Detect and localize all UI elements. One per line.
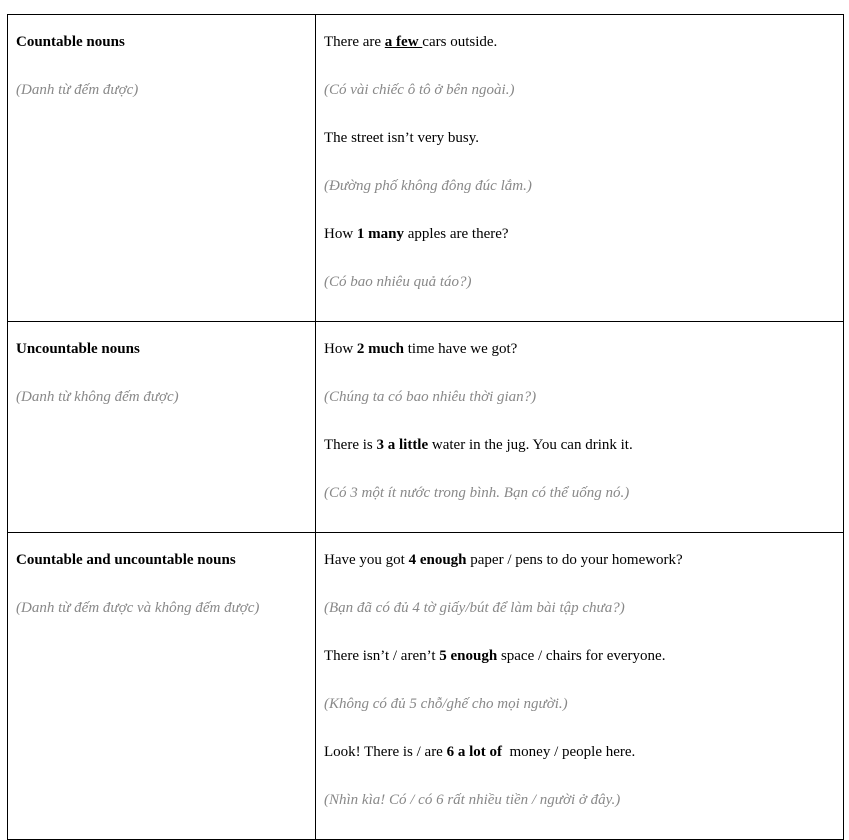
example-translation: (Nhìn kìa! Có / có 6 rất nhiều tiền / người ở đây.) — [324, 792, 621, 808]
category-label: Countable and uncountable nouns — [16, 552, 236, 568]
example-sentence: There is 3 a little water in the jug. You can drink it. — [324, 437, 633, 453]
example-translation: (Bạn đã có đủ 4 tờ giấy/bút để làm bài tập chưa?) — [324, 600, 625, 616]
answer-text: 3 a little — [376, 437, 429, 453]
answer-text: 6 a lot of — [446, 744, 503, 760]
category-cell — [8, 533, 316, 840]
example-translation: (Có 3 một ít nước trong bình. Bạn có thể uống nó.) — [324, 485, 630, 501]
answer-text: 4 enough — [408, 552, 467, 568]
example-translation: (Có bao nhiêu quả táo?) — [324, 274, 472, 290]
example-sentence: There isn’t / aren’t 5 enough space / chairs for everyone. — [324, 648, 666, 664]
example-sentence: The street isn’t very busy. — [324, 130, 479, 146]
examples-cell — [316, 15, 844, 322]
answer-text: 2 much — [356, 341, 405, 357]
category-translation: (Danh từ đếm được và không đếm được) — [16, 600, 260, 616]
examples-cell — [316, 322, 844, 533]
example-translation: (Chúng ta có bao nhiêu thời gian?) — [324, 389, 537, 405]
category-translation: (Danh từ đếm được) — [16, 82, 139, 98]
table-row-countable — [8, 15, 844, 322]
answer-text: 5 enough — [439, 648, 498, 664]
grammar-table — [7, 14, 844, 840]
category-label: Countable nouns — [16, 34, 125, 50]
category-cell — [8, 322, 316, 533]
example-sentence: Look! There is / are 6 a lot of money / people here. — [324, 744, 636, 760]
example-translation: (Có vài chiếc ô tô ở bên ngoài.) — [324, 82, 515, 98]
category-cell — [8, 15, 316, 322]
table-row-uncountable — [8, 322, 844, 533]
example-sentence: How 1 many apples are there? — [324, 226, 509, 242]
category-label: Uncountable nouns — [16, 341, 140, 357]
answer-text: 1 many — [356, 226, 405, 242]
example-sentence: Have you got 4 enough paper / pens to do your homework? — [324, 552, 683, 568]
example-translation: (Đường phố không đông đúc lắm.) — [324, 178, 532, 194]
examples-cell — [316, 533, 844, 840]
category-translation: (Danh từ không đếm được) — [16, 389, 179, 405]
example-sentence: How 2 much time have we got? — [324, 341, 518, 357]
table-row-both — [8, 533, 844, 840]
answer-text: a few — [384, 34, 423, 50]
example-sentence: There are a few cars outside. — [324, 34, 498, 50]
example-translation: (Không có đủ 5 chỗ/ghế cho mọi người.) — [324, 696, 568, 712]
